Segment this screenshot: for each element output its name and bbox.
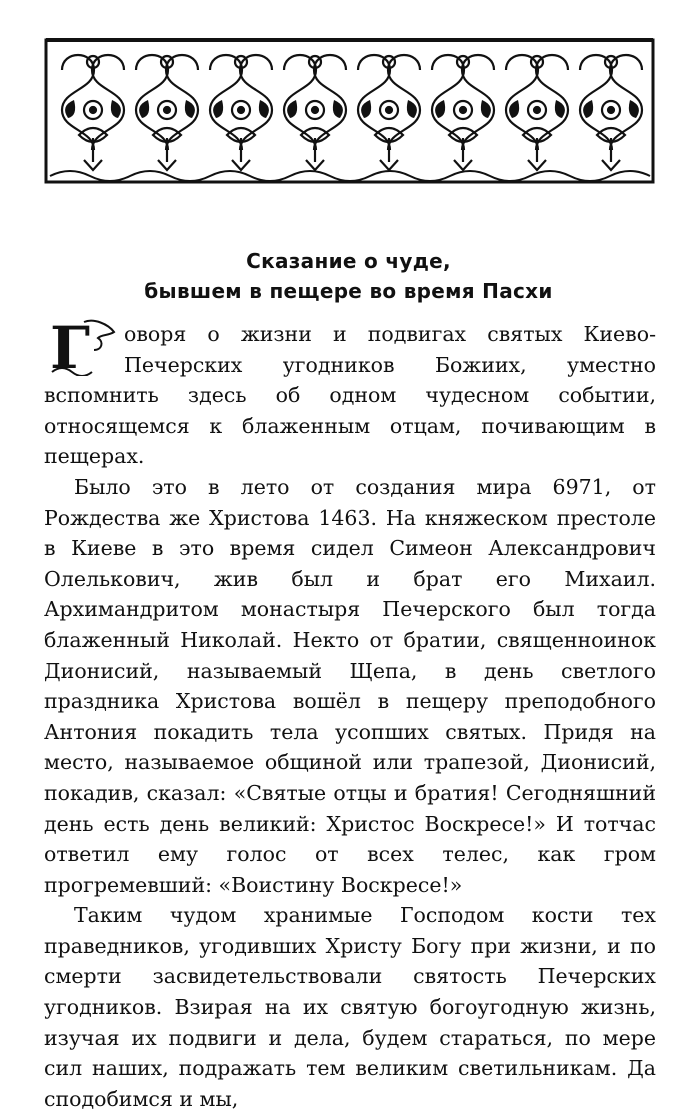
paragraph-3: Таким чудом хранимые Господом кости тех праведников, угодивших Христу Богу при жизни, и по смерти засвидетельствовали святость Печерских угодников. Взирая на их святую богоугодную жизнь, изучая их подвиги и дела, будем стараться, по мере сил наших, подражать тем великим светильникам. Да сподобимся и мы, xyxy=(44,903,656,1111)
title-line-1: Сказание о чуде, xyxy=(246,249,451,273)
paragraph-1 xyxy=(44,316,656,472)
paragraph-1-text: оворя о жизни и подвигах святых Киево-Печерских угодников Божиих, уместно вспомнить здесь об одном чудесном событии, относящемся к блаженным отцам, почивающим в пещерах. xyxy=(44,322,656,469)
ornamental-headpiece xyxy=(44,38,655,184)
paragraph-2: Было это в лето от создания мира 6971, от Рождества же Христова 1463. На княжеском престоле в Киеве в это время сидел Симеон Александрович Олелькович, жив был и брат его Михаил. Архимандритом монастыря Печерского был тогда блаженный Николай. Некто от братии, священноинок Дионисий, называемый Щепа, в день светлого праздника Христова вошёл в пещеру преподобного Антония покадить тела усопших святых. Придя на место, называемое общиной или трапезой, Дионисий, покадив, сказал: «Святые отцы и братия! Сегодняшний день есть день великий: Христос Воскресе!» И тотчас ответил ему голос от всех телес, как гром прогремевший: «Воистину Воскресе!» xyxy=(44,474,656,897)
chapter-title xyxy=(0,246,697,306)
decorative-initial-letter xyxy=(44,316,122,376)
title-line-2: бывшем в пещере во время Пасхи xyxy=(144,279,553,303)
dropcap-letter: Г xyxy=(50,316,91,376)
body-text xyxy=(44,316,656,1114)
